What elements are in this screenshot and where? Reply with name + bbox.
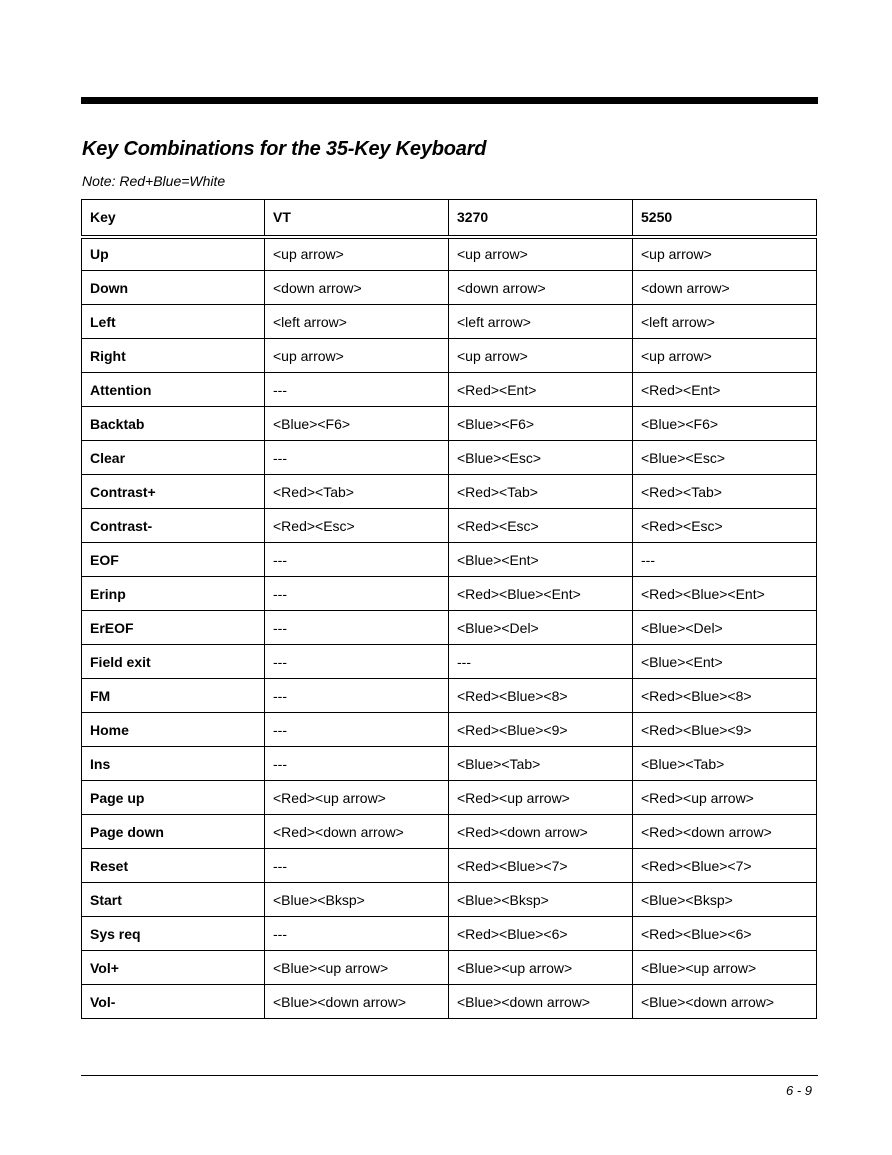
vt-cell: --- <box>265 373 449 407</box>
cell-3270: <Red><Tab> <box>449 475 633 509</box>
cell-5250: <Red><Esc> <box>633 509 817 543</box>
cell-3270: <down arrow> <box>449 271 633 305</box>
cell-5250: <Blue><down arrow> <box>633 985 817 1019</box>
vt-cell: <Blue><Bksp> <box>265 883 449 917</box>
cell-3270: <Blue><up arrow> <box>449 951 633 985</box>
cell-5250: <Red><down arrow> <box>633 815 817 849</box>
vt-cell: --- <box>265 747 449 781</box>
table-body <box>82 237 817 1019</box>
header-rule <box>81 97 818 104</box>
cell-3270: <Blue><Del> <box>449 611 633 645</box>
cell-3270: <Red><Blue><6> <box>449 917 633 951</box>
key-cell: Left <box>82 305 265 339</box>
key-cell: Page up <box>82 781 265 815</box>
key-cell: Down <box>82 271 265 305</box>
cell-3270: <Blue><Esc> <box>449 441 633 475</box>
vt-cell: --- <box>265 577 449 611</box>
vt-cell: <Blue><up arrow> <box>265 951 449 985</box>
vt-cell: <Red><Esc> <box>265 509 449 543</box>
key-cell: Right <box>82 339 265 373</box>
vt-cell: --- <box>265 679 449 713</box>
table-row <box>82 713 817 747</box>
cell-3270: --- <box>449 645 633 679</box>
table-row <box>82 543 817 577</box>
cell-3270: <Red><Blue><8> <box>449 679 633 713</box>
vt-cell: <left arrow> <box>265 305 449 339</box>
cell-3270: <Blue><down arrow> <box>449 985 633 1019</box>
key-cell: Contrast- <box>82 509 265 543</box>
cell-3270: <Red><Blue><Ent> <box>449 577 633 611</box>
table-row <box>82 237 817 271</box>
cell-3270: <Red><up arrow> <box>449 781 633 815</box>
table-row <box>82 679 817 713</box>
key-cell: Page down <box>82 815 265 849</box>
key-cell: Erinp <box>82 577 265 611</box>
cell-5250: <Blue><F6> <box>633 407 817 441</box>
cell-5250: <Blue><Esc> <box>633 441 817 475</box>
key-cell: Start <box>82 883 265 917</box>
table-row <box>82 645 817 679</box>
cell-5250: <left arrow> <box>633 305 817 339</box>
cell-5250: <up arrow> <box>633 237 817 271</box>
cell-5250: <Blue><Del> <box>633 611 817 645</box>
table-row <box>82 985 817 1019</box>
table-row <box>82 373 817 407</box>
column-header-3270: 3270 <box>449 200 633 237</box>
cell-5250: <Blue><Bksp> <box>633 883 817 917</box>
table-row <box>82 747 817 781</box>
cell-3270: <Red><down arrow> <box>449 815 633 849</box>
cell-5250: <Red><Blue><8> <box>633 679 817 713</box>
vt-cell: <Red><Tab> <box>265 475 449 509</box>
vt-cell: <up arrow> <box>265 339 449 373</box>
cell-5250: <Blue><Ent> <box>633 645 817 679</box>
cell-3270: <Blue><Ent> <box>449 543 633 577</box>
table-row <box>82 339 817 373</box>
cell-5250: <Red><Blue><7> <box>633 849 817 883</box>
cell-5250: <down arrow> <box>633 271 817 305</box>
key-cell: Field exit <box>82 645 265 679</box>
cell-3270: <Red><Esc> <box>449 509 633 543</box>
cell-5250: <Red><Blue><Ent> <box>633 577 817 611</box>
table-row <box>82 305 817 339</box>
vt-cell: --- <box>265 917 449 951</box>
key-cell: FM <box>82 679 265 713</box>
table-header-row <box>82 200 817 237</box>
cell-3270: <Red><Ent> <box>449 373 633 407</box>
table-row <box>82 781 817 815</box>
table-row <box>82 917 817 951</box>
table-row <box>82 407 817 441</box>
vt-cell: <up arrow> <box>265 237 449 271</box>
table-row <box>82 951 817 985</box>
footer-rule <box>81 1075 818 1076</box>
key-cell: Clear <box>82 441 265 475</box>
table-row <box>82 271 817 305</box>
table-row <box>82 611 817 645</box>
key-cell: Backtab <box>82 407 265 441</box>
key-cell: Sys req <box>82 917 265 951</box>
page-number: 6 - 9 <box>785 1083 812 1098</box>
table-row <box>82 475 817 509</box>
key-cell: Home <box>82 713 265 747</box>
vt-cell: --- <box>265 441 449 475</box>
cell-5250: --- <box>633 543 817 577</box>
key-cell: Up <box>82 237 265 271</box>
cell-3270: <up arrow> <box>449 339 633 373</box>
vt-cell: --- <box>265 543 449 577</box>
key-cell: Vol- <box>82 985 265 1019</box>
table-row <box>82 883 817 917</box>
table-row <box>82 849 817 883</box>
key-cell: Vol+ <box>82 951 265 985</box>
cell-5250: <Blue><Tab> <box>633 747 817 781</box>
column-header-5250: 5250 <box>633 200 817 237</box>
key-cell: Ins <box>82 747 265 781</box>
cell-5250: <up arrow> <box>633 339 817 373</box>
vt-cell: <Red><up arrow> <box>265 781 449 815</box>
cell-5250: <Red><Tab> <box>633 475 817 509</box>
cell-5250: <Red><Ent> <box>633 373 817 407</box>
key-cell: Reset <box>82 849 265 883</box>
cell-3270: <left arrow> <box>449 305 633 339</box>
vt-cell: --- <box>265 645 449 679</box>
cell-3270: <up arrow> <box>449 237 633 271</box>
cell-5250: <Red><Blue><9> <box>633 713 817 747</box>
cell-3270: <Blue><Bksp> <box>449 883 633 917</box>
vt-cell: --- <box>265 849 449 883</box>
cell-5250: <Blue><up arrow> <box>633 951 817 985</box>
table-row <box>82 577 817 611</box>
table-header <box>82 200 817 237</box>
note-text: Note: Red+Blue=White <box>82 173 226 189</box>
cell-5250: <Red><up arrow> <box>633 781 817 815</box>
table-row <box>82 441 817 475</box>
vt-cell: <Red><down arrow> <box>265 815 449 849</box>
vt-cell: <Blue><down arrow> <box>265 985 449 1019</box>
key-cell: ErEOF <box>82 611 265 645</box>
column-header-vt: VT <box>265 200 449 237</box>
cell-5250: <Red><Blue><6> <box>633 917 817 951</box>
vt-cell: --- <box>265 611 449 645</box>
vt-cell: --- <box>265 713 449 747</box>
cell-3270: <Red><Blue><7> <box>449 849 633 883</box>
table-row <box>82 509 817 543</box>
key-cell: EOF <box>82 543 265 577</box>
key-cell: Contrast+ <box>82 475 265 509</box>
vt-cell: <down arrow> <box>265 271 449 305</box>
cell-3270: <Blue><Tab> <box>449 747 633 781</box>
key-cell: Attention <box>82 373 265 407</box>
page-title: Key Combinations for the 35-Key Keyboard <box>82 138 487 160</box>
column-header-key: Key <box>82 200 265 237</box>
cell-3270: <Red><Blue><9> <box>449 713 633 747</box>
table-row <box>82 815 817 849</box>
vt-cell: <Blue><F6> <box>265 407 449 441</box>
key-combinations-table <box>81 199 817 1019</box>
cell-3270: <Blue><F6> <box>449 407 633 441</box>
